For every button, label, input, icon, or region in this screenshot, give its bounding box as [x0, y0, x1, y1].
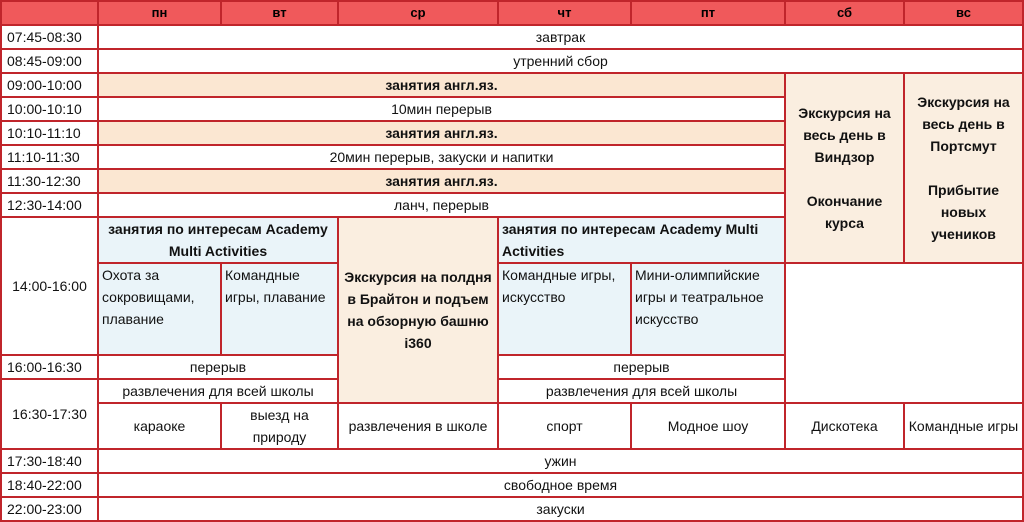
day-header-fri: пт: [631, 1, 785, 25]
thursday-activity-cell: Командные игры, искусство: [498, 263, 631, 355]
wednesday-excursion-cell: Экскурсия на полдня в Брайтон и подъем на обзорную башню i360: [338, 217, 498, 403]
break-cell: 10мин перерыв: [98, 97, 785, 121]
interests-mon-tue-cell: занятия по интересам Academy Multi Activities: [98, 217, 338, 263]
dinner-cell: ужин: [98, 449, 1023, 473]
time-cell: 12:30-14:00: [1, 193, 98, 217]
time-cell: 18:40-22:00: [1, 473, 98, 497]
time-cell: 07:45-08:30: [1, 25, 98, 49]
english-lesson-cell: занятия англ.яз.: [98, 73, 785, 97]
row-english-1: [1, 73, 1023, 97]
time-cell: 14:00-16:00: [1, 217, 98, 355]
monday-evening-cell: караоке: [98, 403, 221, 449]
wednesday-evening-cell: развлечения в школе: [338, 403, 498, 449]
tuesday-activity-cell: Командные игры, плавание: [221, 263, 338, 355]
friday-activity-cell: Мини-олимпийские игры и театральное искусство: [631, 263, 785, 355]
row-fun: [1, 379, 1023, 403]
break-snacks-cell: 20мин перерыв, закуски и напитки: [98, 145, 785, 169]
row-morning-meeting: [1, 49, 1023, 73]
fun-thu-fri-cell: развлечения для всей школы: [498, 379, 785, 403]
header-row: [1, 1, 1023, 25]
breakfast-cell: завтрак: [98, 25, 1023, 49]
free-time-cell: свободное время: [98, 473, 1023, 497]
break-thu-fri-cell: перерыв: [498, 355, 785, 379]
time-cell: 10:00-10:10: [1, 97, 98, 121]
time-cell: 10:10-11:10: [1, 121, 98, 145]
saturday-evening-cell: Дискотека: [785, 403, 904, 449]
tuesday-evening-cell: выезд на природу: [221, 403, 338, 449]
break-mon-tue-cell: перерыв: [98, 355, 338, 379]
row-free-time: [1, 473, 1023, 497]
time-cell: 16:00-16:30: [1, 355, 98, 379]
thursday-evening-cell: спорт: [498, 403, 631, 449]
row-snacks: [1, 497, 1023, 521]
morning-meeting-cell: утренний сбор: [98, 49, 1023, 73]
time-cell: 08:45-09:00: [1, 49, 98, 73]
row-afternoon-bottom: [1, 263, 1023, 355]
snacks-cell: закуски: [98, 497, 1023, 521]
english-lesson-cell: занятия англ.яз.: [98, 121, 785, 145]
header-corner: [1, 1, 98, 25]
row-breakfast: [1, 25, 1023, 49]
time-cell: 11:10-11:30: [1, 145, 98, 169]
sunday-evening-cell: Командные игры: [904, 403, 1023, 449]
row-dinner: [1, 449, 1023, 473]
time-cell: 17:30-18:40: [1, 449, 98, 473]
friday-evening-cell: Модное шоу: [631, 403, 785, 449]
time-cell: 16:30-17:30: [1, 379, 98, 449]
english-lesson-cell: занятия англ.яз.: [98, 169, 785, 193]
monday-activity-cell: Охота за сокровищами, плавание: [98, 263, 221, 355]
time-cell: 22:00-23:00: [1, 497, 98, 521]
row-break-1600: [1, 355, 1023, 379]
day-header-sun: вс: [904, 1, 1023, 25]
time-cell: 09:00-10:00: [1, 73, 98, 97]
fun-mon-tue-cell: развлечения для всей школы: [98, 379, 338, 403]
row-evening-activities: [1, 403, 1023, 449]
saturday-excursion-cell: Экскурсия на весь день в Виндзор Окончание курса: [785, 73, 904, 263]
sunday-excursion-cell: Экскурсия на весь день в Портсмут Прибытие новых учеников: [904, 73, 1023, 263]
day-header-sat: сб: [785, 1, 904, 25]
day-header-mon: пн: [98, 1, 221, 25]
lunch-cell: ланч, перерыв: [98, 193, 785, 217]
time-cell: 11:30-12:30: [1, 169, 98, 193]
interests-thu-fri-cell: занятия по интересам Academy Multi Activities: [498, 217, 785, 263]
day-header-thu: чт: [498, 1, 631, 25]
day-header-tue: вт: [221, 1, 338, 25]
day-header-wed: ср: [338, 1, 498, 25]
